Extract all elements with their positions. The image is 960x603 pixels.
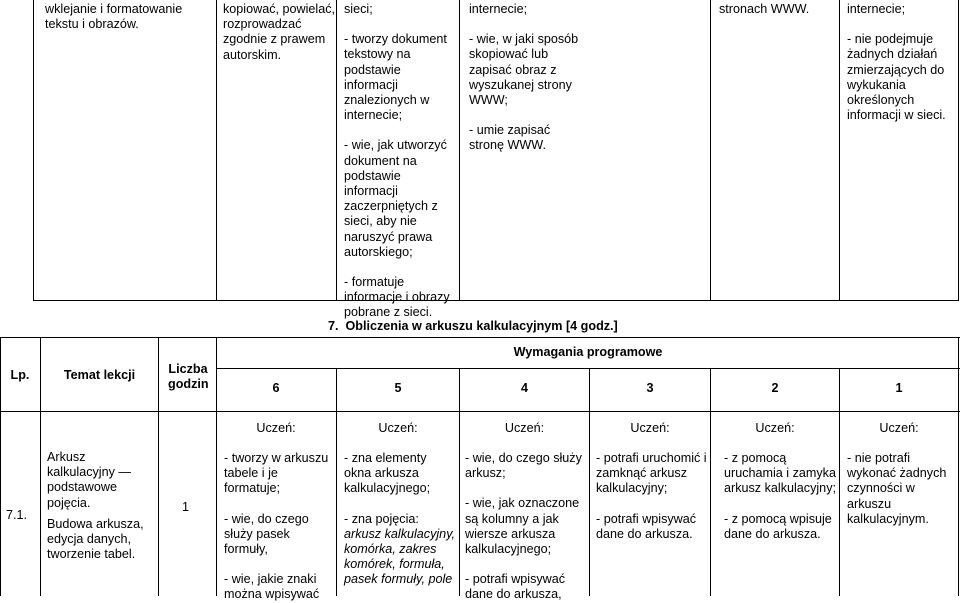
top-col5-paragraph-1: internecie;: [847, 2, 906, 16]
top-table-col-divider-3: [459, 0, 460, 301]
header-grade-5: 5: [394, 381, 402, 395]
header-bottom-border: [0, 411, 960, 412]
top-col3-text: [469, 2, 587, 154]
row-grade-3: [596, 451, 708, 542]
main-col-divider-g3: [589, 369, 590, 596]
row-grade-5-prefix: - zna pojęcia:: [344, 511, 419, 526]
main-col-divider-hours: [216, 337, 217, 596]
top-col2-paragraph-1: sieci;: [344, 2, 373, 16]
row-grade-2-item-2: - z pomocą wpisuje dane do arkusza.: [724, 511, 832, 541]
top-col0-paragraph: wklejanie i formatowanie tekstu i obrazów.: [45, 2, 183, 32]
top-table-col-divider-2: [336, 0, 337, 301]
row-hours: 1: [182, 500, 190, 514]
top-col4-paragraph: stronach WWW.: [719, 2, 810, 16]
top-col2-text: [344, 2, 456, 321]
row-grade-5: [344, 451, 456, 588]
top-col2-paragraph-2: - tworzy dokument tekstowy na podstawie informacji znalezionych w internecie;: [344, 32, 447, 123]
row-grade-5-item-1: - zna elementy okna arkusza kalkulacyjnego;: [344, 451, 431, 496]
main-col-divider-g5: [336, 369, 337, 596]
top-table-right-border: [958, 0, 959, 301]
section-title: 7. Obliczenia w arkuszu kalkulacyjnym [4 godz.]: [328, 319, 618, 333]
header-lp: Lp.: [10, 368, 30, 382]
main-table-right-border: [958, 337, 959, 596]
top-table-col-divider-4: [710, 0, 711, 301]
top-col3-paragraph-2: - wie, w jaki sposób skopiować lub zapisać obraz z wyszukanej strony WWW;: [469, 32, 579, 108]
row-lp: 7.1.: [6, 508, 28, 522]
main-col-divider-g4: [459, 369, 460, 596]
row-grade-5-terms: arkusz kalkulacyjny, komórka, zakres komórek, formuła, pasek formuły, pole: [344, 526, 456, 587]
uczen-label-5: Uczeń:: [378, 421, 418, 435]
row-topic: [47, 450, 155, 562]
uczen-label-6: Uczeń:: [256, 421, 296, 435]
top-col0-text: [45, 2, 213, 32]
top-table-bottom-border: [33, 300, 959, 301]
uczen-label-3: Uczeń:: [630, 421, 670, 435]
top-table-col-divider-5: [839, 0, 840, 301]
row-grade-6-item-3: - wie, jakie znaki można wpisywać: [224, 572, 320, 602]
row-grade-3-item-1: - potrafi uruchomić i zamknąć arkusz kalkulacyjny;: [596, 451, 707, 496]
top-col1-text: [223, 2, 335, 63]
top-col5-text: [847, 2, 958, 123]
row-topic-line-1: Arkusz kalkulacyjny — podstawowe pojęcia.: [47, 450, 131, 510]
row-grade-3-item-2: - potrafi wpisywać dane do arkusza.: [596, 511, 697, 541]
row-grade-2-item-1: - z pomocą uruchamia i zamyka arkusz kalkulacyjny;: [724, 451, 836, 496]
row-grade-1-item-1: - nie potrafi wykonać żadnych czynności w arkuszu kalkulacyjnym.: [847, 451, 947, 526]
header-grade-1: 1: [895, 381, 903, 395]
header-grade-3: 3: [646, 381, 654, 395]
header-grade-6: 6: [272, 381, 280, 395]
header-grade-4: 4: [520, 381, 528, 395]
uczen-label-4: Uczeń:: [504, 421, 545, 435]
row-grade-6: [224, 451, 334, 603]
header-requirements: Wymagania programowe: [513, 345, 663, 359]
row-grade-4: [465, 451, 587, 603]
main-col-divider-g2: [710, 369, 711, 596]
top-table-col-divider-1: [216, 0, 217, 301]
uczen-label-2: Uczeń:: [755, 421, 795, 435]
row-grade-1: [847, 451, 957, 527]
header-grade-2: 2: [771, 381, 779, 395]
top-col2-paragraph-4: - formatuje informacje i obrazy pobrane z sieci.: [344, 275, 450, 320]
main-table-top-border: [0, 337, 960, 338]
header-hours: Liczba godzin: [168, 362, 209, 392]
top-col2-paragraph-3: - wie, jak utworzyć dokument na podstawie informacji zaczerpniętych z sieci, aby nie naruszyć prawa autorskiego;: [344, 138, 447, 259]
main-col-divider-g1: [839, 369, 840, 596]
requirements-header-divider: [216, 368, 960, 369]
row-grade-4-item-2: - wie, jak oznaczone są kolumny a jak wiersze arkusza kalkulacyjnego;: [465, 496, 580, 557]
row-grade-2: [724, 451, 836, 542]
row-grade-5-item-2: [344, 512, 456, 588]
top-col4-text: [719, 2, 837, 17]
top-table-left-border: [33, 0, 34, 301]
top-col1-paragraph: kopiować, powielać, rozprowadzać zgodnie z prawem autorskim.: [223, 2, 336, 62]
main-col-divider-topic: [158, 337, 159, 596]
row-grade-4-item-1: - wie, do czego służy arkusz;: [465, 451, 582, 481]
row-grade-6-item-1: - tworzy w arkuszu tabele i je formatuje;: [224, 451, 329, 496]
row-grade-4-item-3: - potrafi wpisywać dane do arkusza,: [465, 572, 566, 602]
header-topic: Temat lekcji: [63, 368, 136, 382]
row-grade-6-item-2: - wie, do czego służy pasek formuły,: [224, 511, 309, 557]
uczen-label-1: Uczeń:: [879, 421, 919, 435]
top-col3-paragraph-1: internecie;: [469, 2, 528, 16]
top-col3-paragraph-3: - umie zapisać stronę WWW.: [469, 123, 551, 153]
row-topic-line-2: Budowa arkusza, edycja danych, tworzenie tabel.: [47, 516, 144, 562]
top-col5-paragraph-2: - nie podejmuje żadnych działań zmierzających do wykukania określonych informacji w sieci.: [847, 32, 946, 123]
